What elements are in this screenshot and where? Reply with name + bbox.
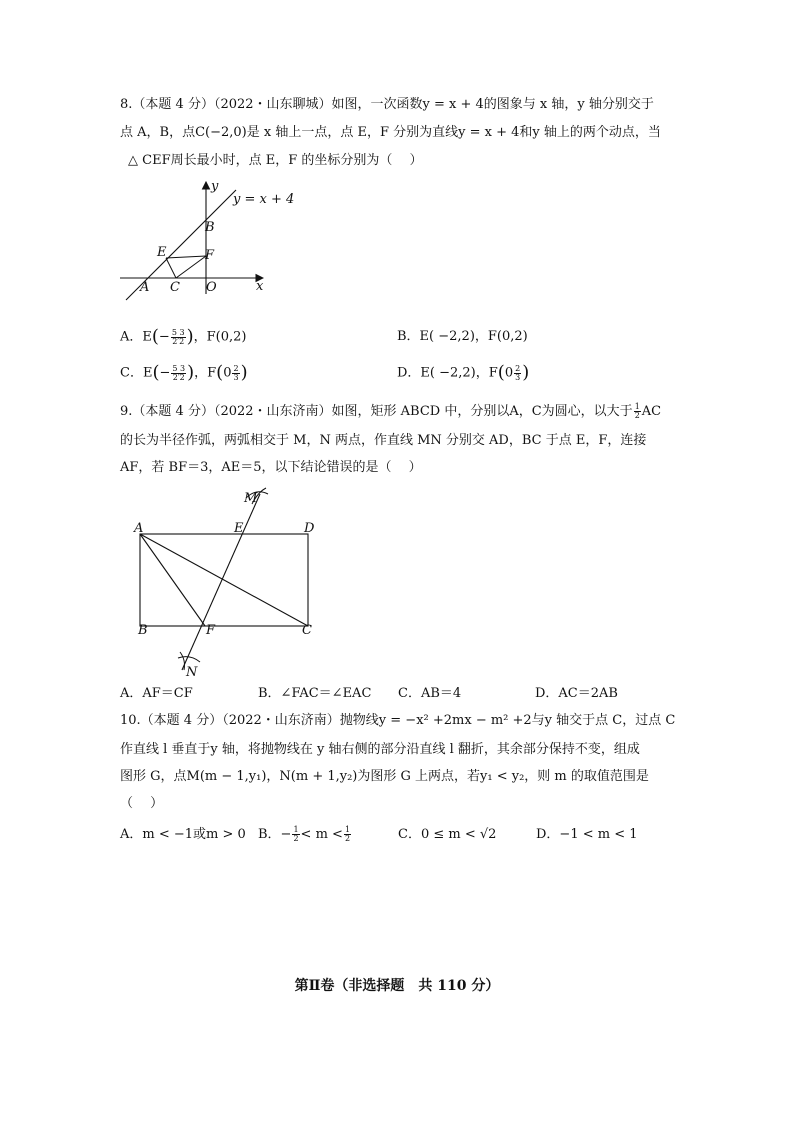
- q10-option-d[interactable]: D．−1 < m < 1: [536, 827, 638, 842]
- arc-n-2: [180, 652, 185, 670]
- arc-n-1: [178, 657, 200, 662]
- q9-line-2: 的长为半径作弧，两弧相交于 M，N 两点，作直线 MN 分别交 AD，BC 于点 E，F，连接: [120, 433, 647, 448]
- label-e: E: [234, 521, 244, 536]
- line-mn: [182, 494, 260, 670]
- label-b: B: [138, 623, 148, 638]
- eq-label: y = x + 4: [233, 192, 295, 207]
- label-y: y: [211, 179, 219, 194]
- q10-line-3: 图形 G，点M(m − 1,y₁)，N(m + 1,y₂)为图形 G 上两点，若y₁ < y₂，则 m 的取值范围是: [120, 769, 649, 784]
- label-c: C: [170, 280, 180, 295]
- label-b: B: [205, 220, 215, 235]
- q10-option-b[interactable]: B．− $\frac{1}{2}$ < m < $\frac{1}{2}$: [258, 825, 351, 843]
- q9-option-b[interactable]: B．∠FAC＝∠EAC: [258, 686, 372, 701]
- q9-line-3: AF，若 BF＝3，AE＝5，以下结论错误的是（ ）: [120, 460, 422, 475]
- segment-ef: [166, 256, 206, 258]
- label-d: D: [304, 521, 315, 536]
- q8-option-a[interactable]: A．E(− $\frac{5 3}{2'2}$ )，F(0,2): [120, 326, 247, 347]
- q10-option-a[interactable]: A．m < −1或m > 0: [120, 827, 246, 842]
- segment-cf: [176, 256, 206, 278]
- q9-figure: [128, 486, 328, 678]
- q8-figure: [118, 176, 295, 296]
- q9-option-d[interactable]: D．AC＝2AB: [535, 686, 618, 701]
- q10-line-1: 10.（本题 4 分）（2022・山东济南）抛物线y = −x² +2mx − m² +2与y 轴交于点 C，过点 C: [120, 713, 676, 728]
- label-a: A: [134, 521, 144, 536]
- q8-option-c[interactable]: C．E(− $\frac{5 3}{2'2}$ )，F(0 $\frac{2}{3}$ ): [120, 362, 248, 383]
- label-f: F: [205, 248, 215, 263]
- q9-option-c[interactable]: C．AB＝4: [398, 686, 462, 701]
- q8-line-3: △ CEF周长最小时，点 E，F 的坐标分别为（ ）: [128, 153, 423, 168]
- q8-option-d[interactable]: D．E( −2,2)，F(0 $\frac{2}{3}$ ): [397, 362, 530, 383]
- label-n: N: [186, 665, 198, 680]
- label-x: x: [256, 279, 264, 294]
- label-a: A: [140, 280, 150, 295]
- segment-ec: [166, 258, 176, 278]
- diagonal-ac: [140, 534, 308, 626]
- q10-line-2: 作直线 l 垂直于y 轴，将抛物线在 y 轴右侧的部分沿直线 l 翻折，其余部分保持不变，组成: [120, 742, 640, 757]
- q8-line-2: 点 A，B，点C(−2,0)是 x 轴上一点，点 E，F 分别为直线y = x + 4和y 轴上的两个动点，当: [120, 125, 661, 140]
- section-title: 第Ⅱ卷（非选择题 共 110 分）: [294, 978, 500, 994]
- q8-option-b[interactable]: B．E( −2,2)，F(0,2): [397, 329, 528, 344]
- label-o: O: [206, 280, 217, 295]
- q10-line-4: （ ）: [120, 796, 164, 811]
- label-e: E: [157, 245, 167, 260]
- q9-line-1: 9.（本题 4 分）（2022・山东济南）如图，矩形 ABCD 中，分别以A，C为圆心，以大于 $\frac{1}{2}$ AC: [120, 402, 662, 420]
- label-f: F: [206, 623, 216, 638]
- q9-option-a[interactable]: A．AF＝CF: [120, 686, 193, 701]
- q8-line-1: 8.（本题 4 分）（2022・山东聊城）如图，一次函数y = x + 4的图象与 x 轴，y 轴分别交于: [120, 97, 654, 112]
- label-m: M: [244, 491, 258, 506]
- segment-af: [140, 534, 205, 626]
- label-c: C: [302, 623, 312, 638]
- q10-option-c[interactable]: C．0 ≤ m < √2: [398, 827, 497, 842]
